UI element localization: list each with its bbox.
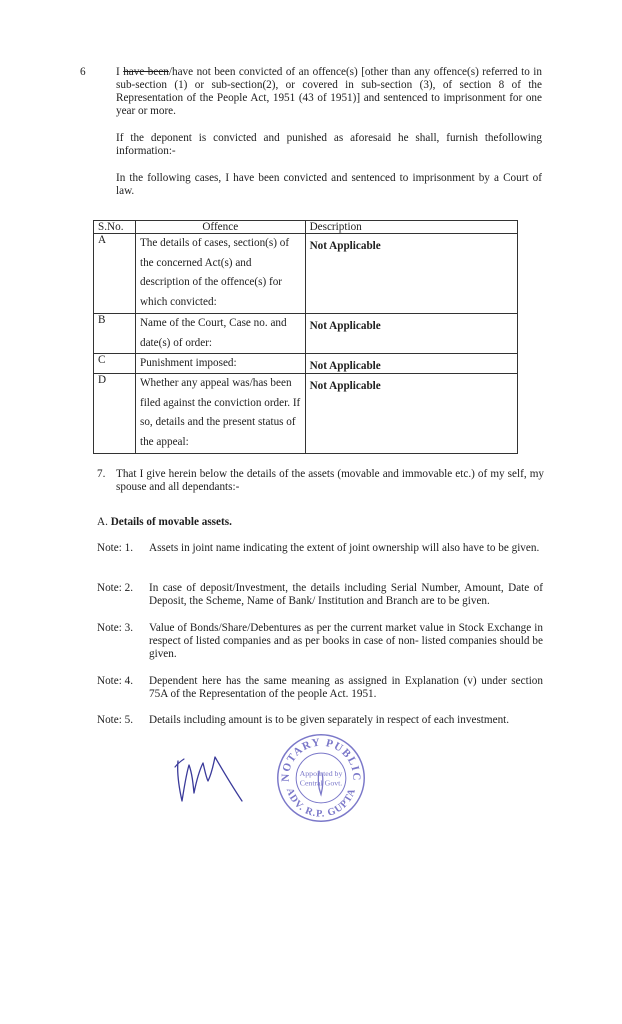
note-text: Dependent here has the same meaning as assigned in Explanation (v) under section 75A of the Representation of the people Act. 1951. xyxy=(149,675,543,700)
note-label: Note: 4. xyxy=(97,675,134,687)
row-description: Not Applicable xyxy=(305,314,517,354)
item-7-number: 7. xyxy=(97,468,106,480)
header-offence: Offence xyxy=(135,221,305,234)
table-row xyxy=(94,354,518,374)
note-text: Details including amount is to be given separately in respect of each investment. xyxy=(149,714,510,726)
row-sno: C xyxy=(94,354,136,374)
note-label: Note: 5. xyxy=(97,714,134,726)
offence-table xyxy=(93,220,518,454)
row-description: Not Applicable xyxy=(305,354,517,374)
section-a-heading xyxy=(97,516,232,529)
row-description: Not Applicable xyxy=(305,374,517,454)
row-offence: Name of the Court, Case no. and date(s) of order: xyxy=(135,314,305,354)
convicted-paragraph: In the following cases, I have been convicted and sentenced to imprisonment by a Court of law. xyxy=(116,172,542,197)
item-6-prefix: I xyxy=(116,66,124,78)
table-row xyxy=(94,314,518,354)
item-6-number: 6 xyxy=(80,66,86,78)
header-sno: S.No. xyxy=(94,221,136,234)
note-label: Note: 1. xyxy=(97,542,134,554)
stamp-top-text: NOTARY PUBLIC xyxy=(279,736,363,782)
stamp-bottom-text: ADV. R.P. GUPTA xyxy=(283,786,359,820)
table-header-row xyxy=(94,221,518,234)
note-label: Note: 3. xyxy=(97,622,134,634)
item-6-text: /have not been convicted of an offence(s) [other than any offence(s) referred to in sub-section (1) or sub-section(2), or covered in sub-section (3), of section 8 of the Representation of the People Act, 1951 (43 of 1951)] and sentenced to imprisonment for one year or more. xyxy=(116,66,542,117)
note-label: Note: 2. xyxy=(97,582,134,594)
stamp-center-line2: Central Govt. xyxy=(299,778,343,788)
notary-stamp xyxy=(275,732,367,824)
item-7-paragraph: That I give herein below the details of the assets (movable and immovable etc.) of my self, my spouse and all dependants:- xyxy=(116,468,544,493)
item-6-paragraph xyxy=(116,66,542,118)
row-sno: D xyxy=(94,374,136,454)
row-description: Not Applicable xyxy=(305,234,517,314)
struck-text: have been xyxy=(123,66,169,78)
header-description: Description xyxy=(305,221,517,234)
row-sno: A xyxy=(94,234,136,314)
row-offence: Punishment imposed: xyxy=(135,354,305,374)
table-row xyxy=(94,234,518,314)
signature xyxy=(172,743,247,808)
row-sno: B xyxy=(94,314,136,354)
note-text: In case of deposit/Investment, the details including Serial Number, Amount, Date of Deposit, the Scheme, Name of Bank/ Institution and Branch are to be given. xyxy=(149,582,543,607)
section-a-letter: A. xyxy=(97,516,108,528)
row-offence: Whether any appeal was/has been filed against the conviction order. If so, details and the present status of the appeal: xyxy=(135,374,305,454)
stamp-center-line1: Appointed by xyxy=(299,769,343,779)
table-row xyxy=(94,374,518,454)
deponent-paragraph: If the deponent is convicted and punished as aforesaid he shall, furnish thefollowing information:- xyxy=(116,132,542,157)
row-offence: The details of cases, section(s) of the concerned Act(s) and description of the offence(s) for which convicted: xyxy=(135,234,305,314)
note-text: Value of Bonds/Share/Debentures as per the current market value in Stock Exchange in respect of listed companies and as per books in case of non- listed companies should be given. xyxy=(149,622,543,660)
section-a-title: Details of movable assets. xyxy=(110,516,232,528)
note-text: Assets in joint name indicating the extent of joint ownership will also have to be given. xyxy=(149,542,540,554)
